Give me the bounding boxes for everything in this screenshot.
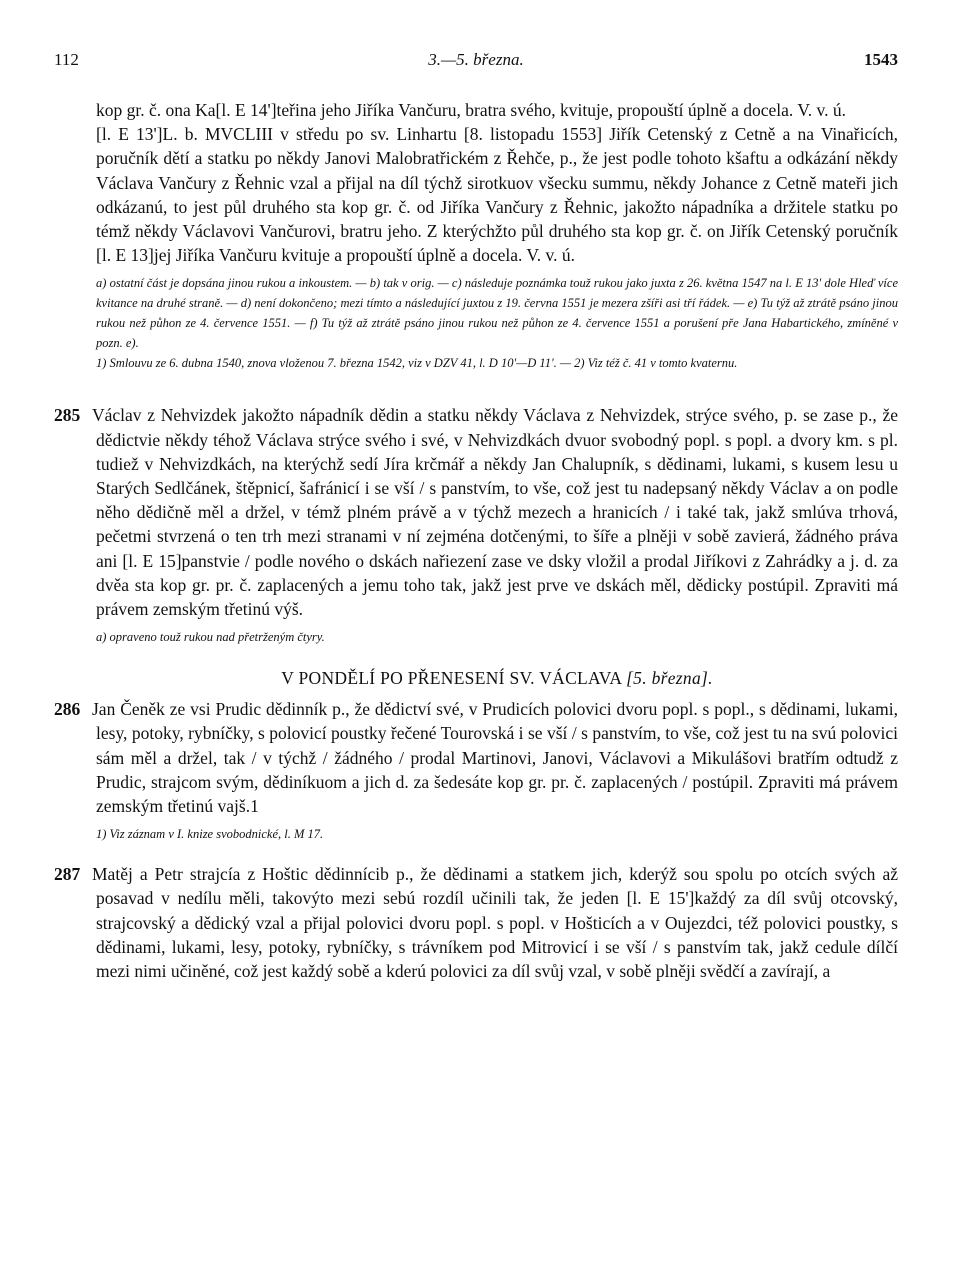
page-number-left: 112 (54, 50, 79, 69)
footnotes-block-286 (96, 824, 898, 844)
running-title: 3.—5. března. (428, 50, 524, 69)
entry-287 (54, 862, 898, 983)
entry-number: 285 (54, 405, 81, 426)
footnote-286: 1) Viz záznam v I. knize svobodnické, l. M 17. (96, 827, 324, 842)
entry-285 (54, 403, 898, 621)
entry-text: Matěj a Petr strajcía z Hoštic dědinnícib p., že dědinami a statkem jich, kderýž sou spolu po otcích svých až posavad v nedílu měli, takovýto mezi sebú rozdíl učinili tak, že jeden [l. E 15']každý za díl svůj otcovský, strajcovský a dědický vzal a přijal polovici dvoru popl. s popl. v Hošticích a v Oujezdci, též polovici poustky, s dědinami, lukami, lesy, potoky, rybníčky, s trávníkem pod Mitrovicí i se vší / s panstvím tak, jakž cedule dílčí mezi nimi učiněné, což jest každý sobě a kderú polovici za díl svůj vzal, v sobě plněji svědčí a zavírají, a (92, 864, 898, 982)
footnotes-letter: a) ostatní část je dopsána jinou rukou a inkoustem. — b) tak v orig. — c) následuje poznámka touž rukou jako juxta z 26. května 1547 na l. E 13' dole Hleď více kvitance na druhé straně. — d) není dokončeno; mezi tímto a následující juxtou z 19. června 1551 je mezera zšíři asi tří řádek. — e) Tu týž až ztrátě psáno jinou rukou než půhon ze 4. července 1551. — f) Tu týž až ztrátě psáno jinou rukou než půhon ze 4. července 1551 a porušení pře Jana Habartického, zmíněné v pozn. e). (96, 276, 898, 351)
heading-text: V PONDĚLÍ PO PŘENESENÍ SV. VÁCLAVA (281, 668, 622, 689)
paragraph-second: [l. E 13']L. b. MVCLIII v středu po sv. Linhartu [8. listopadu 1553] Jiřík Cetenský z Cetně a na Vinařicích, poručník dětí a statku po někdy Janovi Malobratřickém z Řehče, p., že jest podle tohoto kšaftu a odkázání někdy Václava Vančury z Řehnic vzal a přijal na díl týchž sirotkuov všecku summu, někdy Johance z Cetně mateři jich odkázanú, to jest půl druhého sta kop gr. č. od Jiříka Vančury z Řehnic, jakožto nápadníka a držitele statku po témž někdy Václavovi Vančurovi, bratru jeho. Z kterýchžto půl druhého sta kop gr. č. on Jiřík Cetenský poručník [l. E 13]jej Jiříka Vančuru kvituje a propouští úplně a docela. V. v. ú. (96, 124, 898, 266)
entry-number: 286 (54, 699, 81, 720)
footnote-285: a) opraveno touž rukou nad přetrženým čtyry. (96, 630, 325, 645)
main-text (54, 98, 898, 983)
entry-text: Václav z Nehvizdek jakožto nápadník dědin a statku někdy Václava z Nehvizdek, strýce svého, p. se zase p., že dědictvie někdy téhož Václava strýce svého i své, v Nehvizdkách dvuor svobodný popl. s popl. a dvory km. s pl. tudiež v Nehvizdkách, na kterýchž sedí Jíra krčmář a někdy Jan Chalupník, s dědinami, lukami, s kusem lesu u Starých Sedlčánek, štěpnicí, šafránicí i se vší / s panstvím, to vše, což jest tu nadepsaný někdy Václav a on podle něho dědičně měl a držel, v témž plném právě a v týchž mezech a hranicích / i také tak, jakž smlúva trhová, pečetmi stvrzená o ten trh mezi stranami v ní zejména dotčenými, to šíře a plněji v sobě zavierá, žádného práva ani [l. E 15]panstvie / podle nového o dskách nařiezení zase ve dsky vložil a prodal Jiříkovi z Zahrádky a j. d. za dvěa sta kop gr. pr. č. zaplacených a jemu toho tak, jakž jest prve ve dskách měl, dědicky postúpil. Zpraviti má právem zemským třetinú výš. (92, 405, 898, 620)
entry-number: 287 (54, 864, 81, 885)
footnotes-block-285 (96, 627, 898, 647)
entry-286 (54, 697, 898, 818)
running-header (54, 50, 898, 76)
intro-paragraph: kop gr. č. ona Ka[l. E 14']teřina jeho Jiříka Vančuru, bratra svého, kvituje, propouští úplně a docela. V. v. ú. (96, 100, 846, 120)
section-heading (96, 665, 898, 691)
year-number: 1543 (864, 50, 898, 69)
entry-text: Jan Čeněk ze vsi Prudic dědinník p., že dědictví své, v Prudicích polovici dvoru popl. s popl., s dědinami, lukami, lesy, potoky, rybníčky, s polovicí poustky řečené Tourovská i se vší / s panstvím, to vše, což jest tu na svú polovici sám měl a držel, tak / v týchž / žádného / prodal Martinovi, Janovi, Václavovi a Mikulášovi bratřím odtudž z Prudic, strajcom svým, dědiníkuom a jich d. za šedesáte kop gr. pr. č. zaplacených / postúpil. Zpraviti má právem zemským třetinú vajš.1 (92, 699, 898, 817)
footnotes-number: 1) Smlouvu ze 6. dubna 1540, znova vloženou 7. března 1542, viz v DZV 41, l. D 10'—D 11'. — 2) Viz též č. 41 v tomto kvaternu. (96, 356, 738, 371)
heading-date: [5. března]. (626, 668, 713, 689)
footnotes-block-1 (96, 273, 898, 373)
